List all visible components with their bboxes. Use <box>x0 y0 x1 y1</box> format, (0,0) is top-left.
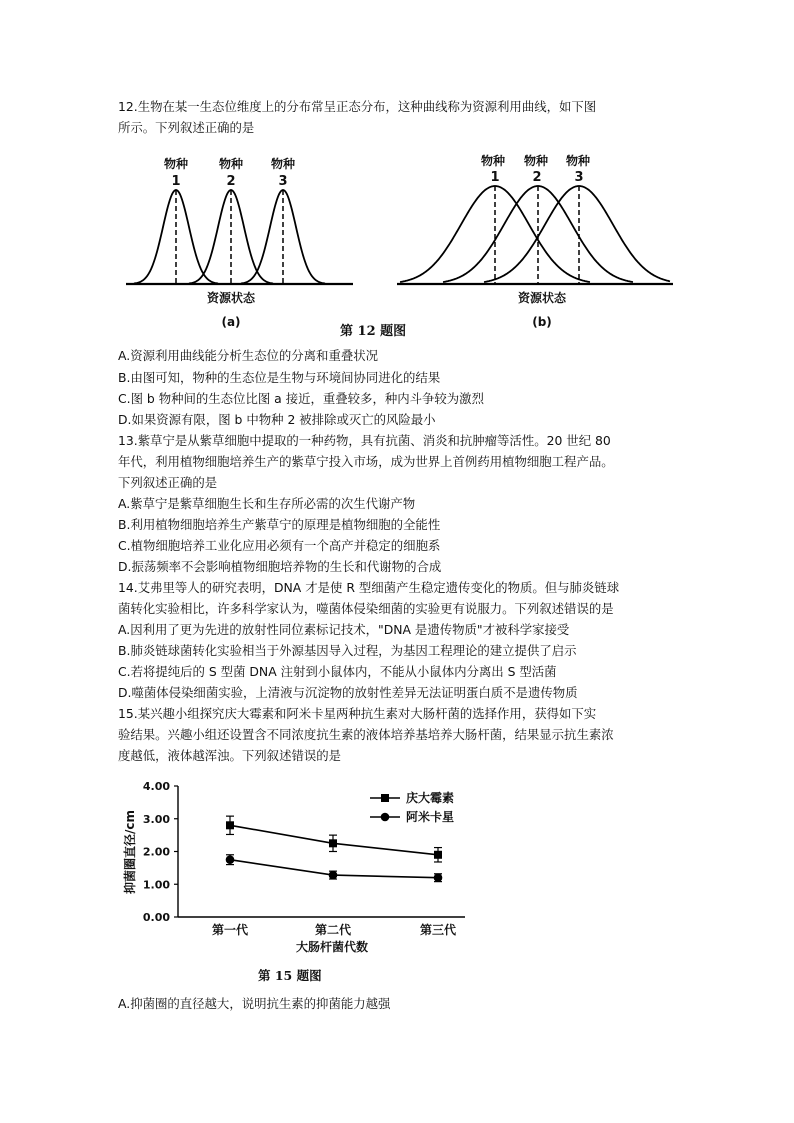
y-tick-label: 2.00 <box>142 845 170 859</box>
species-num-a2: 2 <box>226 174 236 189</box>
y-tick-label: 0.00 <box>142 911 170 924</box>
q12-option-a: A.资源利用曲线能分析生态位的分离和重叠状况 <box>118 348 379 363</box>
legend-marker <box>381 813 390 822</box>
species-label-a3: 物种 <box>270 157 296 171</box>
q13-option-c: C.植物细胞培养工业化应用必须有一个高产并稳定的细胞系 <box>118 538 441 553</box>
q13-option-a: A.紫草宁是紫草细胞生长和生存所必需的次生代谢产物 <box>118 496 416 511</box>
chart-y-label: 抑菌圈直径/cm <box>123 809 137 895</box>
species-num-b1: 1 <box>490 170 500 185</box>
q13-option-d: D.振荡频率不会影响植物细胞培养物的生长和代谢物的合成 <box>118 559 442 574</box>
species-label-b2: 物种 <box>523 154 549 168</box>
panel-label-a: (a) <box>221 315 241 329</box>
q14-option-a: A.因利用了更为先进的放射性同位素标记技术，"DNA 是遗传物质"才被科学家接受 <box>118 622 570 637</box>
q14-option-c: C.若将提纯后的 S 型菌 DNA 注射到小鼠体内，不能从小鼠体内分离出 S 型活菌 <box>118 664 557 679</box>
data-point <box>329 839 337 847</box>
q12-figure-caption: 第 12 题图 <box>340 324 407 339</box>
species-label-a1: 物种 <box>163 157 189 171</box>
q13-stem-line-3: 下列叙述正确的是 <box>118 475 218 490</box>
q13-stem-line-2: 年代，利用植物细胞培养生产的紫草宁投入市场，成为世界上首例药用植物细胞工程产品。 <box>118 454 614 469</box>
q14-stem-line-1: 14.艾弗里等人的研究表明，DNA 才是使 R 型细菌产生稳定遗传变化的物质。但与肺炎链球 <box>118 580 620 595</box>
species-num-a1: 1 <box>171 174 181 189</box>
data-point <box>329 871 338 880</box>
species-num-b3: 3 <box>574 170 584 185</box>
axis-label-b: 资源状态 <box>517 291 567 305</box>
legend-marker <box>381 794 389 802</box>
x-tick-label: 第三代 <box>419 923 457 937</box>
y-tick-label: 3.00 <box>142 812 170 826</box>
data-point <box>434 873 443 882</box>
q15-stem-line-1: 15.某兴趣小组探究庆大霉素和阿米卡星两种抗生素对大肠杆菌的选择作用，获得如下实 <box>118 706 597 721</box>
q12-figure <box>120 150 680 340</box>
q15-chart <box>120 770 480 960</box>
data-point <box>434 851 442 859</box>
axis-label-a: 资源状态 <box>206 291 256 305</box>
q12-stem-line-2: 所示。下列叙述正确的是 <box>118 120 255 135</box>
species-num-a3: 3 <box>278 174 288 189</box>
y-tick-label: 1.00 <box>142 878 170 892</box>
species-num-b2: 2 <box>532 170 542 185</box>
x-tick-label: 第一代 <box>211 923 249 937</box>
y-tick-label: 4.00 <box>142 780 170 793</box>
data-point <box>226 855 235 864</box>
q13-option-b: B.利用植物细胞培养生产紫草宁的原理是植物细胞的全能性 <box>118 517 441 532</box>
chart-x-label: 大肠杆菌代数 <box>295 940 369 954</box>
q12-option-b: B.由图可知，物种的生态位是生物与环境间协同进化的结果 <box>118 370 441 385</box>
q12-stem-line-1: 12.生物在某一生态位维度上的分布常呈正态分布，这种曲线称为资源利用曲线，如下图 <box>118 99 597 114</box>
q14-option-d: D.噬菌体侵染细菌实验，上清液与沉淀物的放射性差异无法证明蛋白质不是遗传物质 <box>118 685 578 700</box>
data-point <box>226 821 234 829</box>
panel-label-b: (b) <box>532 315 552 329</box>
species-label-b3: 物种 <box>565 154 591 168</box>
species-label-b1: 物种 <box>480 154 506 168</box>
q15-stem-line-3: 度越低，液体越浑浊。下列叙述错误的是 <box>118 748 342 763</box>
legend-label: 阿米卡星 <box>406 810 455 824</box>
q15-option-a: A.抑菌圈的直径越大，说明抗生素的抑菌能力越强 <box>118 996 391 1011</box>
q13-stem-line-1: 13.紫草宁是从紫草细胞中提取的一种药物，具有抗菌、消炎和抗肿瘤等活性。20 世纪 80 <box>118 433 611 448</box>
species-label-a2: 物种 <box>218 157 244 171</box>
q14-option-b: B.肺炎链球菌转化实验相当于外源基因导入过程，为基因工程理论的建立提供了启示 <box>118 643 577 658</box>
q12-option-d: D.如果资源有限，图 b 中物种 2 被排除或灭亡的风险最小 <box>118 412 436 427</box>
legend-label: 庆大霉素 <box>406 791 455 805</box>
q12-option-c: C.图 b 物种间的生态位比图 a 接近，重叠较多，种内斗争较为激烈 <box>118 391 484 406</box>
q15-stem-line-2: 验结果。兴趣小组还设置含不同浓度抗生素的液体培养基培养大肠杆菌，结果显示抗生素浓 <box>118 727 614 742</box>
curve-a-species-3 <box>241 190 325 284</box>
x-tick-label: 第二代 <box>314 923 352 937</box>
q15-figure-caption: 第 15 题图 <box>258 968 322 983</box>
q14-stem-line-2: 菌转化实验相比，许多科学家认为，噬菌体侵染细菌的实验更有说服力。下列叙述错误的是 <box>118 601 614 616</box>
